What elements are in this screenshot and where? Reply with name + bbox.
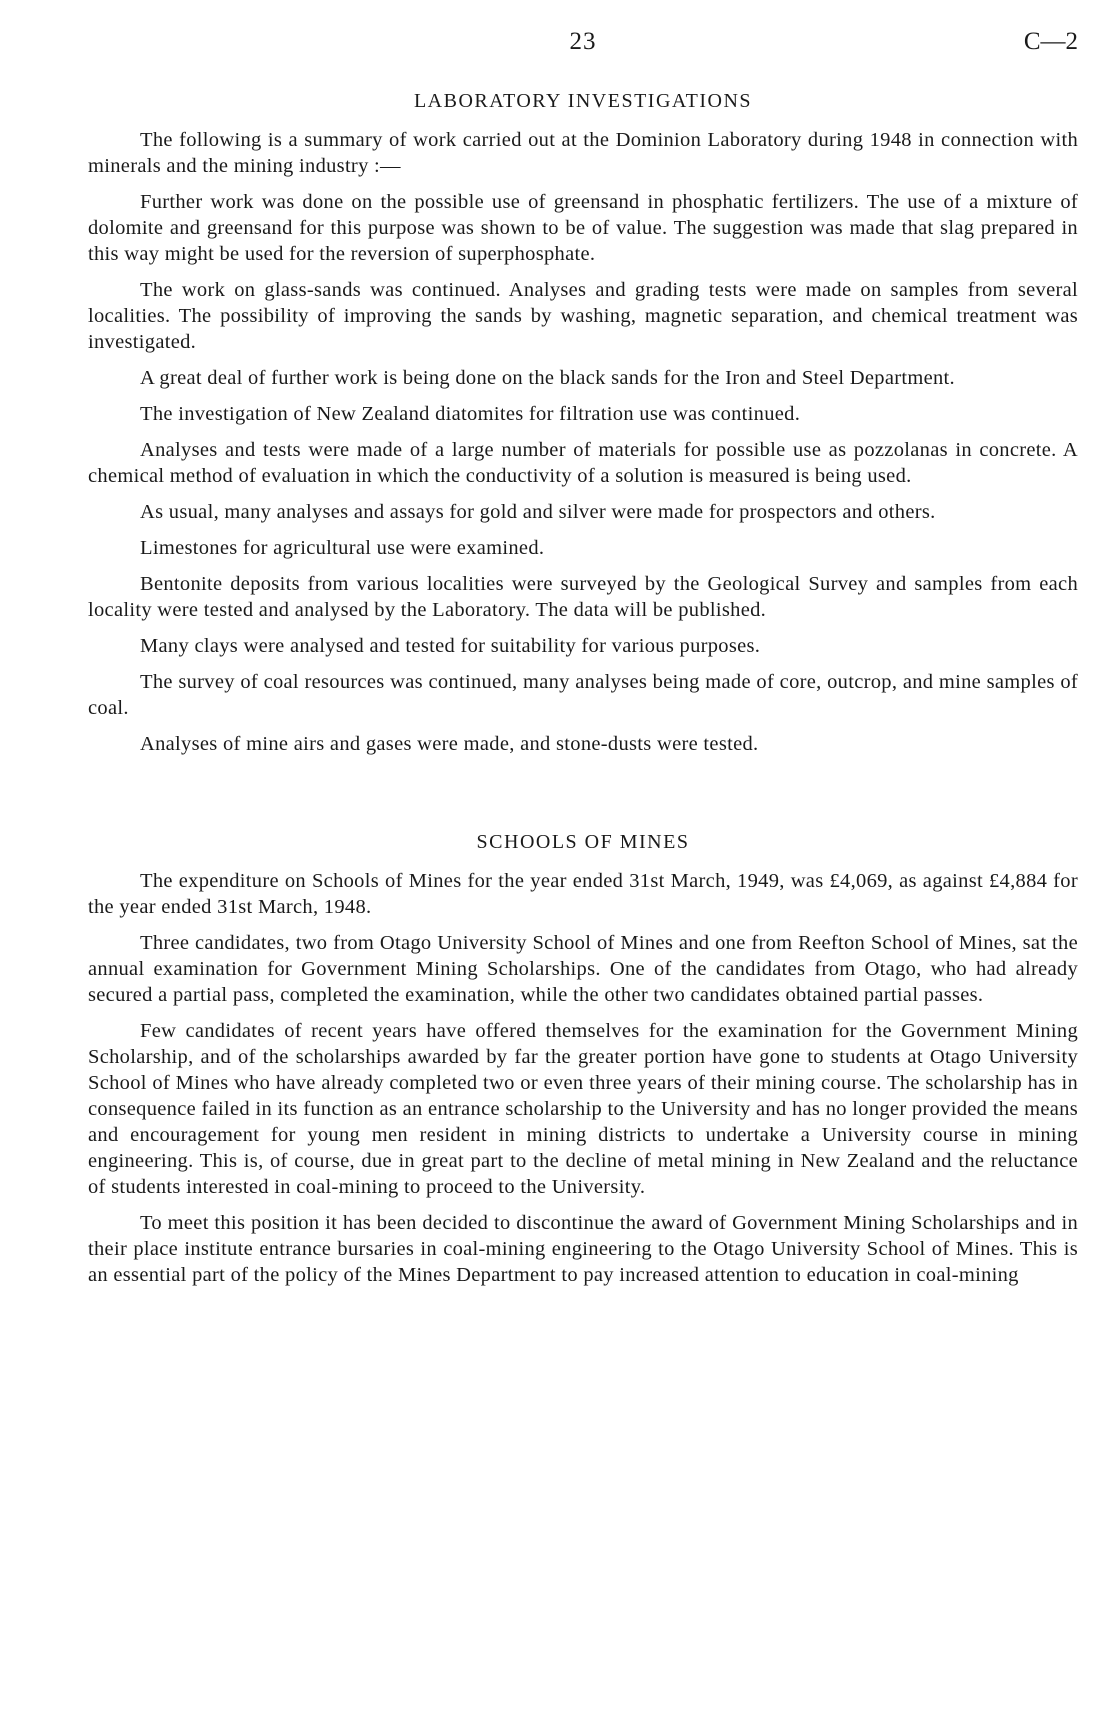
paragraph: A great deal of further work is being done on the black sands for the Iron and Steel Department. <box>140 367 955 389</box>
paragraph: The investigation of New Zealand diatomites for filtration use was continued. <box>140 403 801 425</box>
paragraph: Bentonite deposits from various localities were surveyed by the Geological Survey and samples from each locality were tested and analysed by the Laboratory. The data will be published. <box>88 573 1078 621</box>
paragraph: Three candidates, two from Otago University School of Mines and one from Reefton School of Mines, sat the annual examination for Government Mining Scholarships. One of the candidates from Otago, who had already secured a partial pass, completed the examination, while the other two candidates obtained partial passes. <box>88 932 1078 1006</box>
paragraph: The work on glass-sands was continued. Analyses and grading tests were made on samples from several localities. The possibility of improving the sands by washing, magnetic separation, and chemical treatment was investigated. <box>88 279 1078 353</box>
section-title-schools-of-mines: SCHOOLS OF MINES <box>476 831 690 853</box>
paragraph: Analyses and tests were made of a large number of materials for possible use as pozzolanas in concrete. A chemical method of evaluation in which the conductivity of a solution is measured is being used. <box>88 439 1078 487</box>
paragraph: As usual, many analyses and assays for gold and silver were made for prospectors and others. <box>140 501 936 523</box>
paragraph: The expenditure on Schools of Mines for the year ended 31st March, 1949, was £4,069, as against £4,884 for the year ended 31st March, 1948. <box>88 870 1078 918</box>
section-title-laboratory: LABORATORY INVESTIGATIONS <box>413 90 753 112</box>
paragraph: Few candidates of recent years have offered themselves for the examination for the Government Mining Scholarship, and of the scholarships awarded by far the greater portion have gone to students at Otago University School of Mines who have already completed two or even three years of their mining course. The scholarship has in consequence failed in its function as an entrance scholarship to the University and has no longer provided the means and encouragement for young men resident in mining districts to undertake a University course in mining engineering. This is, of course, due in great part to the decline of metal mining in New Zealand and the reluctance of students interested in coal-mining to proceed to the University. <box>88 1020 1078 1198</box>
page-number: 23 <box>569 28 597 55</box>
paragraph: Analyses of mine airs and gases were made, and stone-dusts were tested. <box>140 733 759 755</box>
document-page <box>88 24 1078 1298</box>
paragraph: Limestones for agricultural use were examined. <box>140 537 545 559</box>
paragraph: Further work was done on the possible use of greensand in phosphatic fertilizers. The use of a mixture of dolomite and greensand for this purpose was shown to be of value. The suggestion was made that slag prepared in this way might be used for the reversion of superphosphate. <box>88 191 1078 265</box>
page-header <box>88 24 1078 64</box>
paragraph: The following is a summary of work carried out at the Dominion Laboratory during 1948 in connection with minerals and the mining industry :— <box>88 129 1078 177</box>
section-spacer <box>88 767 1078 797</box>
document-reference: C—2 <box>1023 28 1078 55</box>
paragraph: Many clays were analysed and tested for suitability for various purposes. <box>140 635 761 657</box>
paragraph: To meet this position it has been decided to discontinue the award of Government Mining Scholarships and in their place institute entrance bursaries in coal-mining engineering to the Otago University School of Mines. This is an essential part of the policy of the Mines Department to pay increased attention to education in coal-mining <box>88 1212 1078 1286</box>
paragraph: The survey of coal resources was continued, many analyses being made of core, outcrop, and mine samples of coal. <box>88 671 1078 719</box>
